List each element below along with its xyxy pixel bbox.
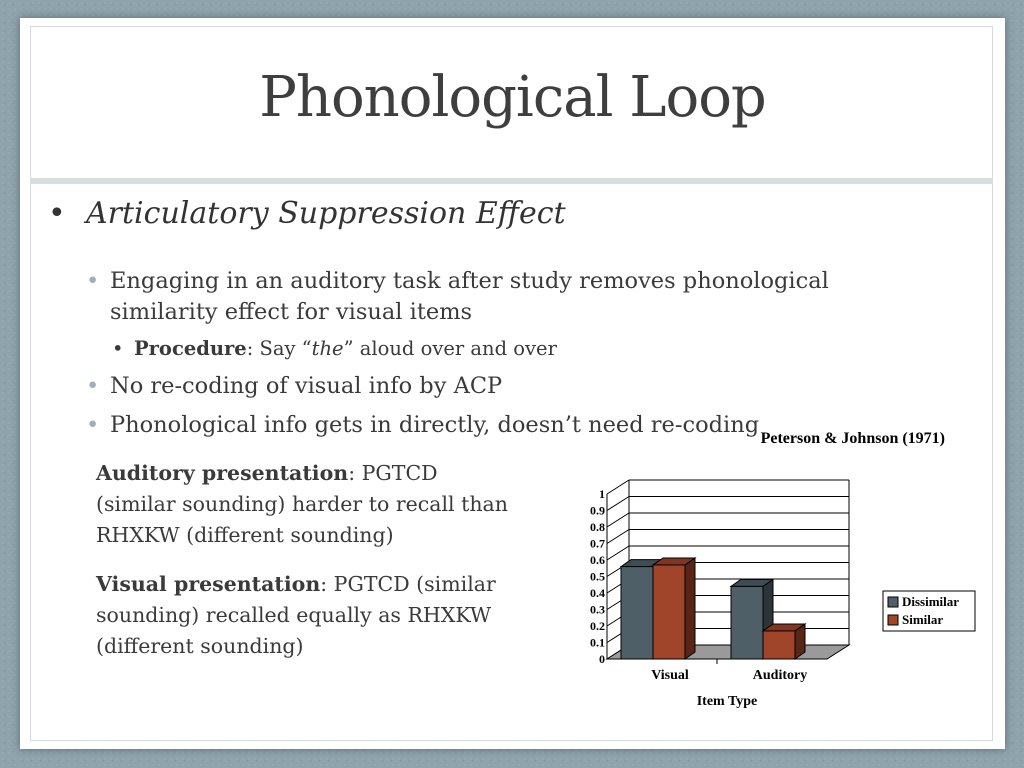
- bar-similar-auditory: [763, 631, 795, 659]
- procedure-text-b: ” aloud over and over: [343, 337, 557, 360]
- gridline-side: [607, 497, 629, 511]
- bullet-dot: •: [86, 373, 100, 399]
- gridline-side: [607, 546, 629, 560]
- bullet-dot: •: [86, 412, 100, 438]
- bullet-dot: •: [48, 196, 66, 231]
- bullet-sub-2-text: No re-coding of visual info by ACP: [110, 373, 503, 399]
- legend-label: Dissimilar: [902, 594, 960, 609]
- bar-dissimilar-auditory: [731, 586, 763, 659]
- y-tick-label: 1: [599, 487, 605, 501]
- auditory-paragraph: [96, 458, 516, 551]
- y-tick-label: 0.6: [590, 553, 605, 567]
- auditory-label: Auditory presentation: [96, 461, 349, 485]
- x-tick-label: Visual: [651, 668, 689, 683]
- slide: [20, 18, 1005, 749]
- gridline-side: [607, 513, 629, 527]
- procedure-label: Procedure: [134, 337, 247, 360]
- bullet-sub-3-text: Phonological info gets in directly, doesn’t need re-coding: [110, 412, 760, 438]
- auditory-text: : PGTCD (similar sounding) harder to recall than RHXKW (different sounding): [96, 461, 508, 547]
- y-tick-label: 0.1: [590, 635, 605, 650]
- legend-label: Similar: [902, 612, 944, 627]
- gridline-side: [607, 530, 629, 544]
- bullet-main-text: Articulatory Suppression Effect: [86, 196, 566, 231]
- visual-paragraph: [96, 569, 516, 662]
- y-tick-label: 0.2: [590, 619, 605, 633]
- visual-label: Visual presentation: [96, 572, 321, 596]
- bullet-dot: •: [112, 337, 124, 360]
- procedure-text-a: : Say “: [246, 337, 312, 360]
- visual-text: : PGTCD (similar sounding) recalled equally as RHXKW (different sounding): [96, 572, 496, 658]
- procedure-word: the: [311, 337, 344, 360]
- legend-swatch: [888, 615, 898, 625]
- bar-chart: [545, 428, 985, 718]
- y-tick-label: 0.5: [590, 569, 605, 584]
- y-tick-label: 0.9: [590, 503, 605, 518]
- y-tick-label: 0.4: [590, 586, 605, 600]
- title-divider: [30, 178, 993, 184]
- bar-side: [685, 558, 695, 659]
- gridline-side: [607, 480, 629, 494]
- bar-dissimilar-visual: [621, 567, 653, 659]
- bar-similar-visual: [653, 565, 685, 659]
- y-tick-label: 0.8: [590, 520, 605, 534]
- x-tick-label: Auditory: [752, 668, 808, 683]
- chart-title: Peterson & Johnson (1971): [760, 430, 945, 447]
- bullet-sub-1-text: Engaging in an auditory task after study removes phonological similarity effect for visual items: [110, 268, 829, 325]
- legend-swatch: [888, 597, 898, 607]
- chart-canvas: [545, 428, 985, 718]
- y-tick-label: 0: [599, 652, 605, 666]
- slide-title: Phonological Loop: [259, 65, 766, 130]
- x-axis-title: Item Type: [696, 694, 758, 709]
- y-tick-label: 0.3: [590, 602, 605, 617]
- bullet-dot: •: [86, 268, 100, 294]
- y-tick-label: 0.7: [590, 536, 605, 551]
- bullet-procedure-text: [134, 337, 557, 360]
